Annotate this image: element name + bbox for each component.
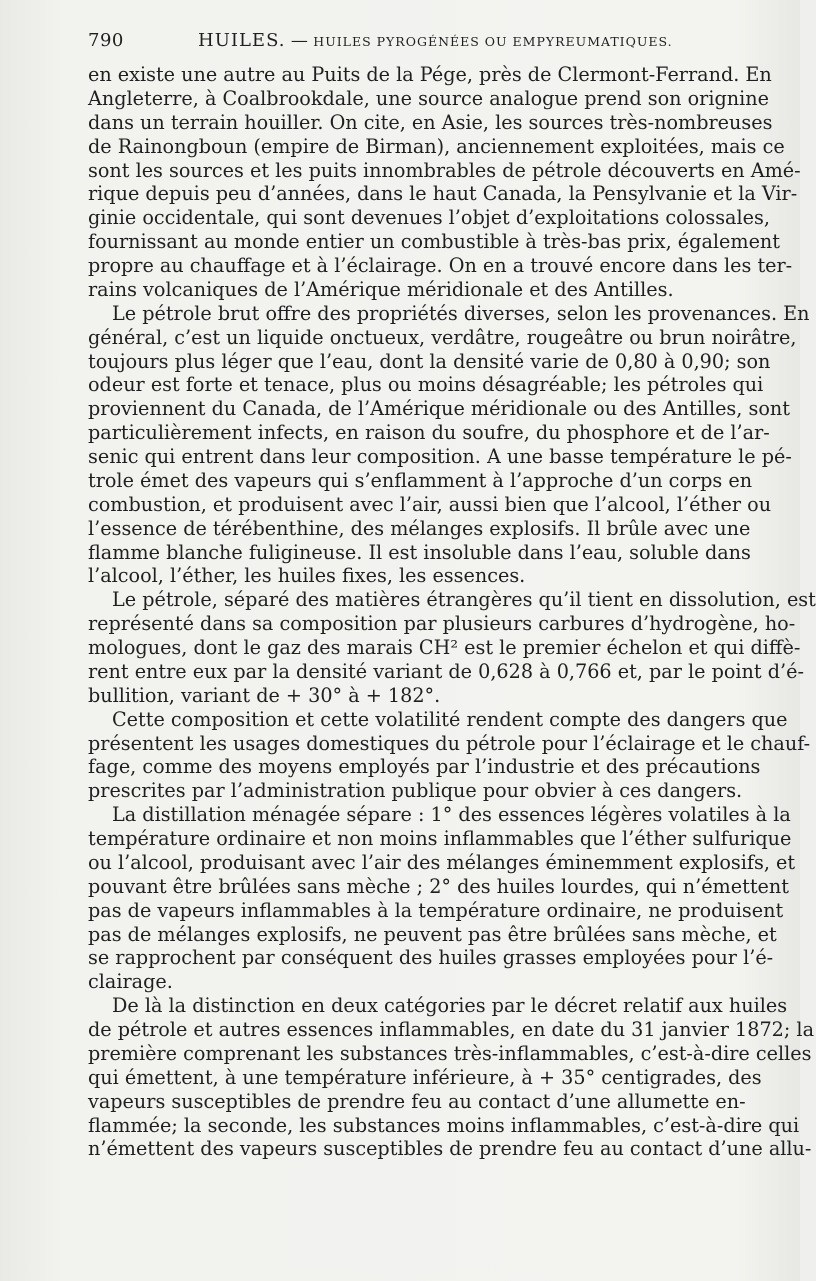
text-line: l’alcool, l’éther, les huiles fixes, les essences. [88,564,526,588]
text-line: combustion, et produisent avec l’air, aussi bien que l’alcool, l’éther ou [88,492,772,516]
text-line: première comprenant les substances très-inflammables, c’est-à-dire celles [88,1041,812,1065]
running-header [88,30,728,58]
text-line: rent entre eux par la densité variant de 0,628 à 0,766 et, par le point d’é- [88,659,804,683]
text-line: toujours plus léger que l’eau, dont la densité varie de 0,80 à 0,90; son [88,349,771,373]
text-line: fournissant au monde entier un combustible à très-bas prix, également [88,230,780,254]
text-line: de Rainongboun (empire de Birman), anciennement exploitées, mais ce [88,134,785,158]
paragraph [88,301,810,589]
text-line: général, c’est un liquide onctueux, verdâtre, rougeâtre ou brun noirâtre, [88,325,797,349]
text-line: particulièrement infects, en raison du soufre, du phosphore et de l’ar- [88,421,770,445]
text-line: se rapprochent par conséquent des huiles grasses employées pour l’é- [88,946,774,970]
text-line: trole émet des vapeurs qui s’enflamment à l’approche d’un corps en [88,468,753,492]
text-line: l’essence de térébenthine, des mélanges explosifs. Il brûle avec une [88,516,751,540]
text-line: représenté dans sa composition par plusieurs carbures d’hydrogène, ho- [88,612,796,636]
text-line: rique depuis peu d’années, dans le haut Canada, la Pensylvanie et la Vir- [88,182,798,206]
text-line: fage, comme des moyens employés par l’industrie et des précautions [88,755,761,779]
text-line: qui émettent, à une température inférieure, à + 35° centigrades, des [88,1065,762,1089]
text-line: Angleterre, à Coalbrookdale, une source analogue prend son orignine [88,86,769,110]
text-line: ginie occidentale, qui sont devenues l’objet d’exploitations colossales, [88,206,770,230]
text-line: La distillation ménagée sépare : 1° des essences légères volatiles à la [112,803,791,827]
text-line: odeur est forte et tenace, plus ou moins désagréable; les pétroles qui [88,373,764,397]
text-line: mologues, dont le gaz des marais CH² est le premier échelon et qui diffè- [88,636,801,659]
chapter-title: HUILES. [198,30,286,51]
text-line: vapeurs susceptibles de prendre feu au contact d’une allumette en- [88,1089,746,1113]
text-line: dans un terrain houiller. On cite, en Asie, les sources très-nombreuses [88,110,773,134]
text-line: Le pétrole brut offre des propriétés diverses, selon les provenances. En [112,301,810,325]
page-number: 790 [88,30,124,51]
text-line: De là la distinction en deux catégories par le décret relatif aux huiles [112,994,788,1018]
text-line: température ordinaire et non moins inflammables que l’éther sulfurique [88,827,792,850]
text-line: présentent les usages domestiques du pétrole pour l’éclairage et le chauf- [88,731,811,755]
text-line: clairage. [88,970,173,994]
text-line: flamme blanche fuligineuse. Il est insoluble dans l’eau, soluble dans [88,540,751,564]
text-line: de pétrole et autres essences inflammables, en date du 31 janvier 1872; la [88,1018,815,1041]
text-line: prescrites par l’administration publique pour obvier à ces dangers. [88,779,743,803]
text-line: Cette composition et cette volatilité rendent compte des dangers que [112,707,788,731]
paragraph [88,994,815,1161]
text-line: en existe une autre au Puits de la Pége, près de Clermont-Ferrand. En [88,63,772,86]
body-text [88,63,816,1161]
text-line: Le pétrole, séparé des matières étrangères qu’il tient en dissolution, est [112,588,816,612]
paragraph [88,707,811,804]
running-title [198,30,673,51]
text-line: proviennent du Canada, de l’Amérique méridionale ou des Antilles, sont [88,397,790,421]
paragraph [88,803,796,994]
title-separator: — [290,31,308,51]
paragraph [88,63,801,302]
text-line: rains volcaniques de l’Amérique méridionale et des Antilles. [88,277,674,301]
text-line: senic qui entrent dans leur composition. A une basse température le pé- [88,445,792,468]
text-line: n’émettent des vapeurs susceptibles de prendre feu au contact d’une allu- [88,1137,812,1161]
text-line: ou l’alcool, produisant avec l’air des mélanges éminemment explosifs, et [88,850,796,874]
text-line: propre au chauffage et à l’éclairage. On en a trouvé encore dans les ter- [88,254,793,277]
text-line: flammée; la seconde, les substances moins inflammables, c’est-à-dire qui [88,1113,800,1137]
text-line: bullition, variant de + 30° à + 182°. [88,683,441,707]
text-line: pouvant être brûlées sans mèche ; 2° des huiles lourdes, qui n’émettent [88,874,789,898]
text-line: pas de vapeurs inflammables à la température ordinaire, ne produisent [88,898,784,922]
text-line: pas de mélanges explosifs, ne peuvent pas être brûlées sans mèche, et [88,922,777,946]
section-subtitle: HUILES PYROGÉNÉES OU EMPYREUMATIQUES. [313,34,673,49]
paragraph [88,588,816,707]
text-line: sont les sources et les puits innombrables de pétrole découverts en Amé- [88,158,801,182]
